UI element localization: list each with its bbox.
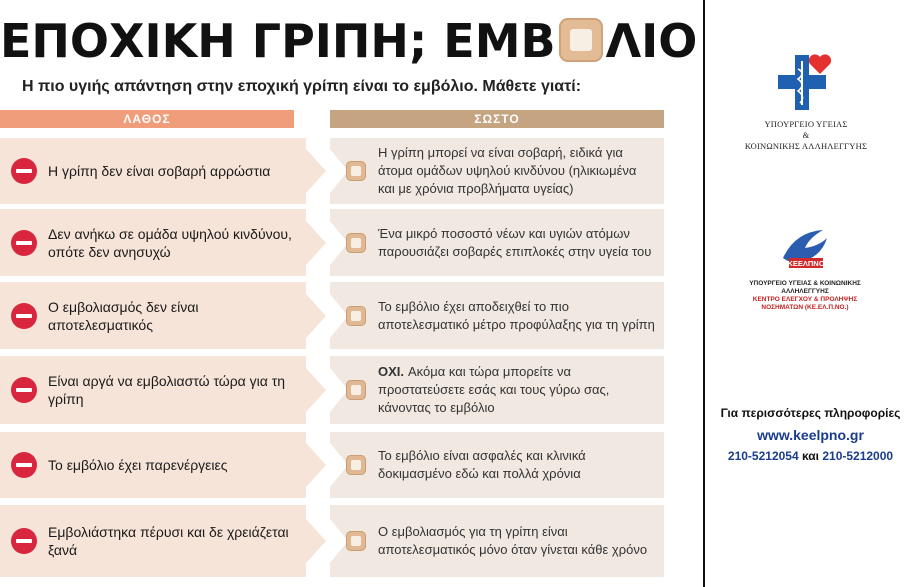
myth-box <box>0 209 306 276</box>
myth-text: Η γρίπη δεν είναι σοβαρή αρρώστια <box>48 163 271 179</box>
plaster-icon <box>346 306 366 326</box>
myth-text: Ο εμβολιασμός δεν είναι αποτελεσματικός <box>48 298 199 333</box>
phone-2[interactable]: 210-5212000 <box>822 449 894 463</box>
myth-box <box>0 432 306 498</box>
myth-text: Δεν ανήκω σε ομάδα υψηλού κινδύνου, οπότε δεν ανησυχώ <box>48 225 292 260</box>
plaster-icon <box>346 233 366 253</box>
keelpno-name: ΥΠΟΥΡΓΕΙΟ ΥΓΕΙΑΣ & ΚΟΙΝΩΝΙΚΗΣ ΑΛΛΗΛΕΓΓΥΗΣ ΚΕΝΤΡΟ ΕΛΕΓΧΟΥ & ΠΡΟΛΗΨΗΣ ΝΟΣΗΜΑΤΩΝ (ΚΕ.ΕΛ.Π.ΝΟ.) <box>749 280 861 311</box>
plaster-icon <box>346 455 366 475</box>
myth-text: Είναι αργά να εμβολιαστώ τώρα για τη γρίπη <box>48 373 286 407</box>
myth-box <box>0 138 306 204</box>
no-entry-icon <box>11 158 37 184</box>
fact-text: ΟΧΙ. Ακόμα και τώρα μπορείτε να προστατεύσετε εσάς και τους γύρω σας, κάνοντας το εμβόλιο <box>378 364 610 415</box>
subtitle: Η πιο υγιής απάντηση στην εποχική γρίπη είναι το εμβόλιο. Μάθετε γιατί: <box>22 78 582 95</box>
myth-text: Εμβολιάστηκα πέρυσι και δε χρειάζεται ξανά <box>48 524 289 558</box>
myth-fact-row <box>0 432 664 498</box>
heart-icon <box>808 53 832 75</box>
fact-box <box>330 505 664 577</box>
website-link[interactable]: www.keelpno.gr <box>757 427 864 443</box>
fact-text: Ο εμβολιασμός για τη γρίπη είναι αποτελεσματικός μόνο όταν γίνεται κάθε χρόνο <box>378 524 648 557</box>
fact-text: Η γρίπη μπορεί να είναι σοβαρή, ειδικά για άτομα ομάδων υψηλού κινδύνου (ηλικιωμένα και με χρόνια προβλήματα υγείας) <box>378 145 637 196</box>
fact-text: Το εμβόλιο είναι ασφαλές και κλινικά δοκιμασμένο εδώ και πολλά χρόνια <box>378 448 586 481</box>
title-part1: ΕΠΟΧΙΚΗ ΓΡΙΠΗ; ΕΜΒ <box>0 14 556 68</box>
plaster-icon <box>346 531 366 551</box>
more-info-label: Για περισσότερες πληροφορίες <box>720 406 901 420</box>
ministry-cross-icon <box>778 55 826 110</box>
myth-box <box>0 505 306 577</box>
myth-text: Το εμβόλιο έχει παρενέργειες <box>48 457 228 473</box>
plaster-icon <box>346 161 366 181</box>
ministry-name: ΥΠΟΥΡΓΕΙΟ ΥΓΕΙΑΣ & ΚΟΙΝΩΝΙΚΗΣ ΑΛΛΗΛΕΓΓΥΗΣ <box>744 119 868 151</box>
fact-box <box>330 138 664 204</box>
fact-box <box>330 356 664 424</box>
fact-text: Ένα μικρό ποσοστό νέων και υγιών ατόμων παρουσιάζει σοβαρές επιπλοκές στην υγεία του <box>378 225 652 259</box>
fact-box <box>330 282 664 349</box>
no-entry-icon <box>11 528 37 554</box>
myth-fact-row <box>0 282 664 349</box>
no-entry-icon <box>11 377 37 403</box>
fact-emphasis: ΟΧΙ. <box>378 364 405 379</box>
contact-info <box>712 404 909 466</box>
plaster-icon <box>559 18 603 62</box>
myth-fact-row <box>0 505 664 577</box>
right-column-header: ΣΩΣΤΟ <box>330 110 664 128</box>
fact-box <box>330 432 664 498</box>
myth-fact-row <box>0 356 664 424</box>
myth-box <box>0 356 306 424</box>
myth-fact-row <box>0 138 664 204</box>
phone-1[interactable]: 210-5212054 <box>727 449 799 463</box>
myth-box <box>0 282 306 349</box>
vertical-divider <box>703 0 705 587</box>
no-entry-icon <box>11 303 37 329</box>
fact-text: Το εμβόλιο έχει αποδειχθεί το πιο αποτελεσματικό μέτρο προφύλαξης για τη γρίπη <box>378 298 655 332</box>
poster-title <box>0 10 700 72</box>
plaster-icon <box>346 380 366 400</box>
no-entry-icon <box>11 452 37 478</box>
no-entry-icon <box>11 230 37 256</box>
keelpno-wordmark: ΚΕΕΛΠΝΟ <box>787 259 825 268</box>
phone-numbers: 210-5212054 και 210-5212000 <box>727 449 894 463</box>
myth-fact-row <box>0 209 664 276</box>
wrong-column-header: ΛΑΘΟΣ <box>0 110 294 128</box>
rod-of-asclepius-icon <box>796 59 808 107</box>
title-part2: ΛΙΟ <box>605 14 698 68</box>
dove-icon <box>775 228 831 273</box>
fact-box <box>330 209 664 276</box>
